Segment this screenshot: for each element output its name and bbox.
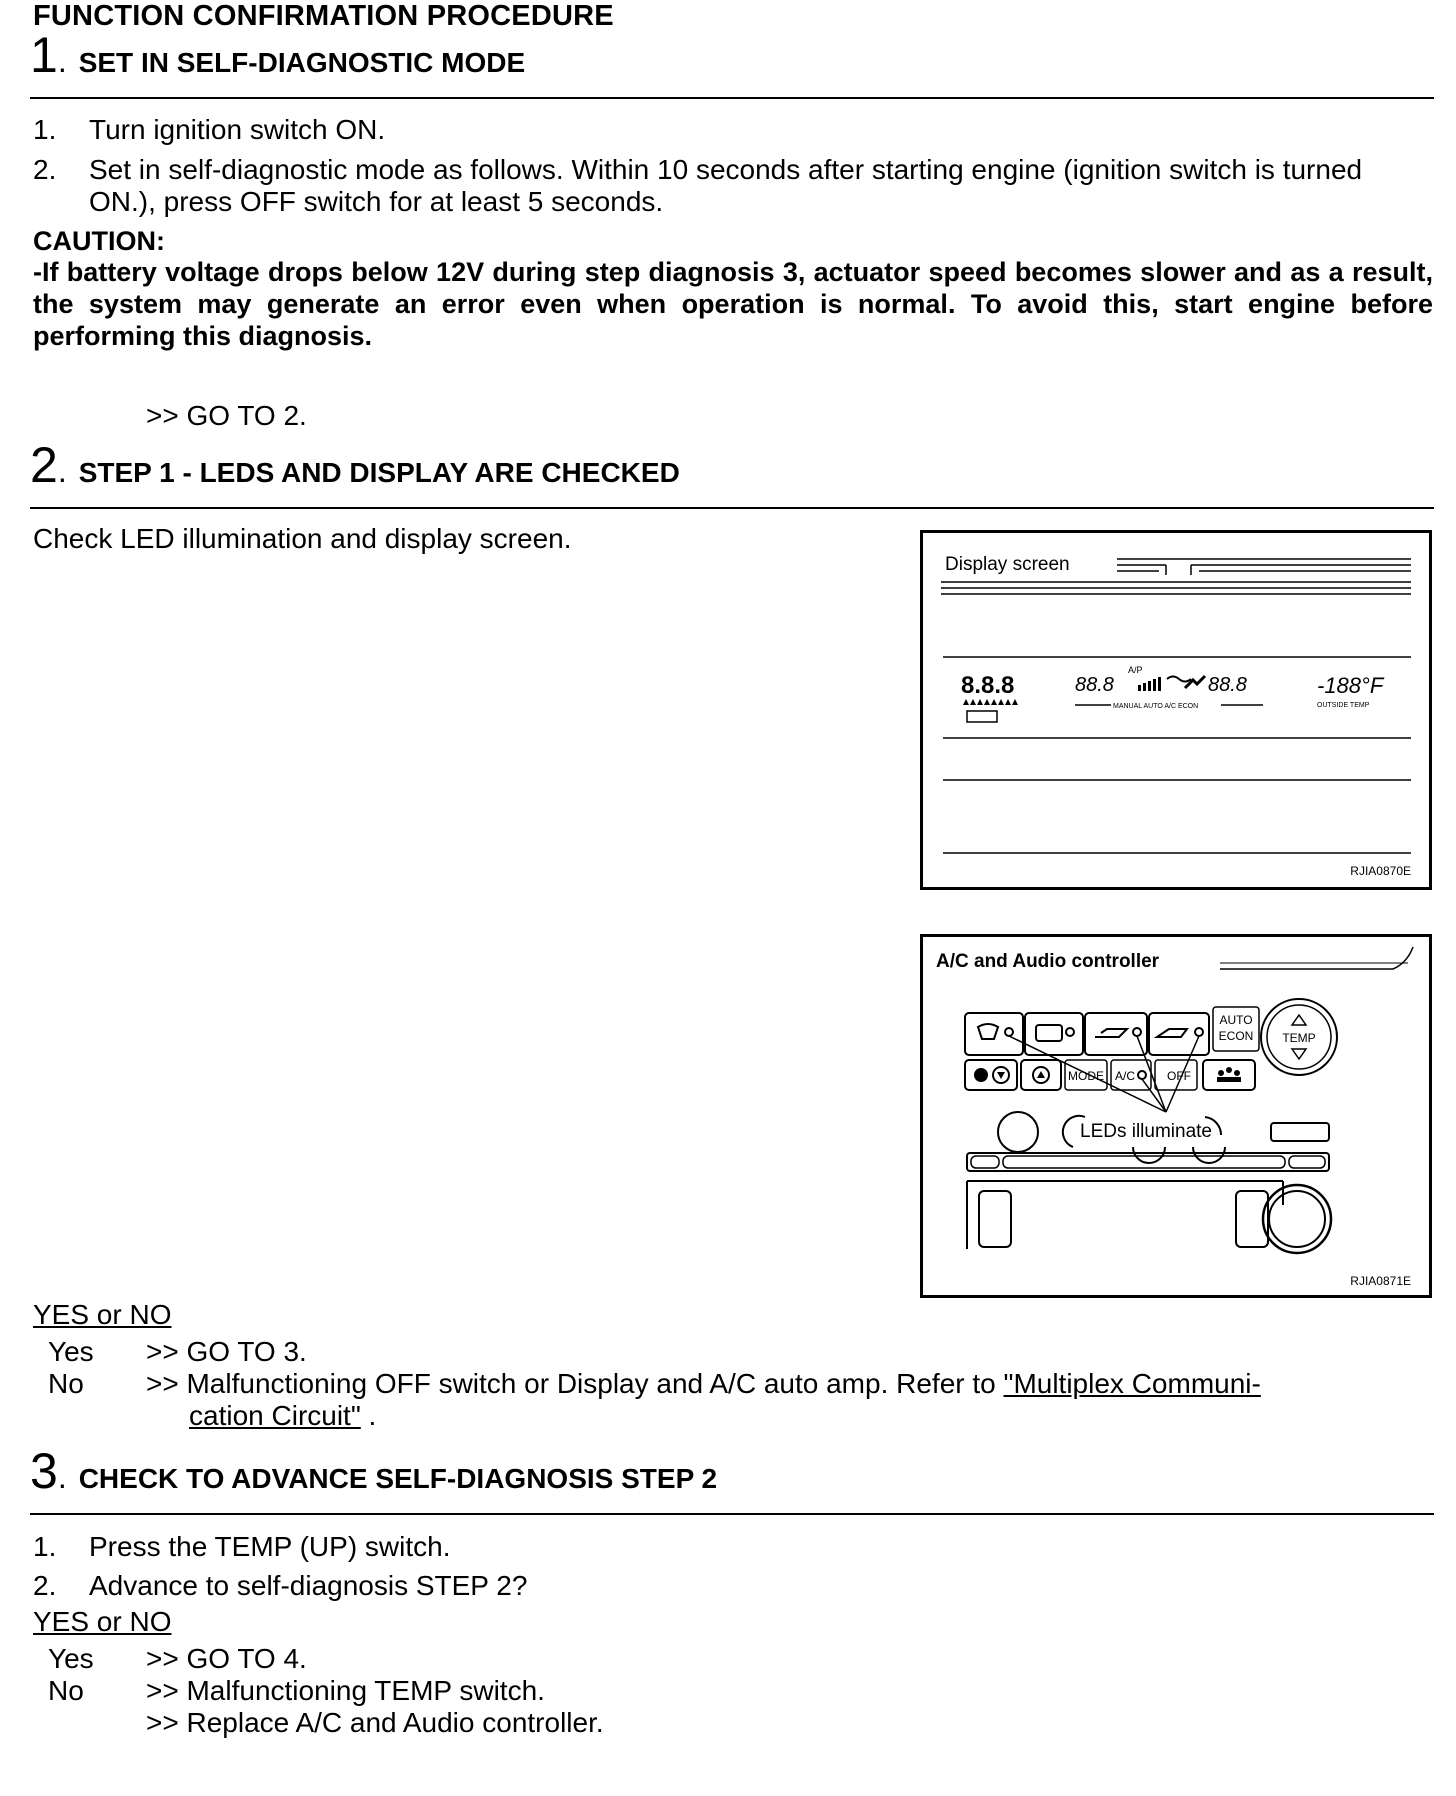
temp-label: TEMP bbox=[1282, 1031, 1316, 1045]
list-number: 2. bbox=[33, 1570, 57, 1601]
yes-label: Yes bbox=[48, 1643, 94, 1674]
front-defrost-button[interactable] bbox=[965, 1013, 1023, 1055]
multiplex-communication-link-cont[interactable]: cation Circuit" bbox=[189, 1400, 361, 1431]
recirculation-button[interactable] bbox=[1149, 1013, 1209, 1055]
controller-figure bbox=[920, 934, 1432, 1298]
indicator-box bbox=[967, 711, 997, 722]
fan-down-icon bbox=[997, 1072, 1005, 1079]
econ-label: ECON bbox=[1218, 1029, 1254, 1043]
step-number: 2 bbox=[30, 437, 58, 493]
fan-bars-icon bbox=[1138, 677, 1161, 691]
goto-step-2: >> GO TO 2. bbox=[146, 400, 307, 431]
leds-illuminate-label: LEDs illuminate bbox=[1080, 1121, 1212, 1142]
mode-label: MODE bbox=[1068, 1069, 1104, 1083]
figure-title: Display screen bbox=[945, 554, 1070, 575]
fresh-air-icon bbox=[1095, 1029, 1127, 1037]
off-label: OFF bbox=[1167, 1069, 1191, 1083]
display-digits-mid1: 88.8 bbox=[1075, 674, 1114, 696]
volume-knob[interactable] bbox=[1263, 1185, 1331, 1253]
outside-temp-value: -188°F bbox=[1317, 673, 1384, 698]
rear-defrost-icon bbox=[1036, 1025, 1062, 1041]
defrost-icon bbox=[1167, 677, 1191, 682]
list-item: Turn ignition switch ON. bbox=[89, 114, 386, 145]
no-action-continued: cation Circuit" . bbox=[189, 1400, 377, 1431]
temp-down-icon bbox=[1292, 1049, 1306, 1059]
list-number: 1. bbox=[33, 114, 57, 145]
caution-label: CAUTION: bbox=[33, 226, 165, 256]
no-action: >> Malfunctioning TEMP switch. bbox=[146, 1675, 545, 1706]
display-digits-left: 8.8.8 bbox=[961, 672, 1015, 699]
mode-labels: MANUAL AUTO A/C ECON bbox=[1113, 703, 1199, 710]
check-instruction: Check LED illumination and display screen. bbox=[33, 523, 572, 554]
figure-title: A/C and Audio controller bbox=[936, 951, 1160, 972]
page-title: FUNCTION CONFIRMATION PROCEDURE bbox=[33, 0, 614, 32]
eject-button[interactable] bbox=[1271, 1123, 1329, 1141]
fan-up-icon bbox=[1037, 1071, 1045, 1078]
display-screen-figure bbox=[920, 530, 1432, 890]
fan-icon bbox=[974, 1068, 988, 1082]
list-number: 1. bbox=[33, 1531, 57, 1562]
airflow-icon bbox=[1185, 676, 1205, 688]
triangle-indicators bbox=[963, 699, 1018, 705]
recirculation-icon bbox=[1157, 1029, 1187, 1037]
step-title: STEP 1 - LEDS AND DISPLAY ARE CHECKED bbox=[78, 457, 680, 488]
divider bbox=[30, 1513, 1434, 1515]
yes-action: >> GO TO 4. bbox=[146, 1643, 307, 1674]
figure-code: RJIA0870E bbox=[1350, 864, 1411, 878]
multiplex-communication-link[interactable]: "Multiplex Communi- bbox=[1003, 1368, 1261, 1399]
step-2-heading: 2 . STEP 1 - LEDS AND DISPLAY ARE CHECKED bbox=[30, 437, 680, 493]
divider bbox=[30, 507, 1434, 509]
list-number: 2. bbox=[33, 154, 57, 185]
divider bbox=[30, 97, 1434, 99]
outside-temp-label: OUTSIDE TEMP bbox=[1317, 702, 1370, 709]
rear-vent-button[interactable] bbox=[1203, 1060, 1255, 1090]
front-defrost-icon bbox=[978, 1024, 998, 1039]
yes-label: Yes bbox=[48, 1336, 94, 1367]
audio-knob[interactable] bbox=[998, 1112, 1038, 1152]
yes-action: >> GO TO 3. bbox=[146, 1336, 307, 1367]
no-label: No bbox=[48, 1675, 84, 1706]
step-3-heading: 3 . CHECK TO ADVANCE SELF-DIAGNOSIS STEP 2 bbox=[30, 1443, 718, 1499]
list-item: Advance to self-diagnosis STEP 2? bbox=[89, 1570, 528, 1601]
temp-up-icon bbox=[1292, 1015, 1306, 1025]
step-number: 1 bbox=[30, 27, 58, 83]
step-title: CHECK TO ADVANCE SELF-DIAGNOSIS STEP 2 bbox=[78, 1463, 718, 1494]
no-label: No bbox=[48, 1368, 84, 1399]
display-digits-mid2: 88.8 bbox=[1208, 674, 1247, 696]
rear-vent-icon bbox=[1217, 1067, 1241, 1082]
yes-or-no-heading: YES or NO bbox=[33, 1299, 172, 1330]
left-bezel-button[interactable] bbox=[979, 1191, 1011, 1247]
auto-label: AUTO bbox=[1219, 1013, 1253, 1027]
yes-or-no-heading: YES or NO bbox=[33, 1606, 172, 1637]
step-title: SET IN SELF-DIAGNOSTIC MODE bbox=[78, 47, 526, 78]
no-action: >> Malfunctioning OFF switch or Display and A/C auto amp. Refer to "Multiplex Communi- bbox=[146, 1368, 1261, 1399]
fresh-air-button[interactable] bbox=[1085, 1013, 1147, 1055]
step-number: 3 bbox=[30, 1443, 58, 1499]
list-item: Set in self-diagnostic mode as follows. Within 10 seconds after starting engine (ignition switch is turned ON.), press OFF switch for at least 5 seconds. bbox=[89, 154, 1363, 217]
ac-label: A/C bbox=[1114, 1069, 1136, 1083]
caution-text: -If battery voltage drops below 12V during step diagnosis 3, actuator speed becomes slower and as a result, the system may generate an error even when operation is normal. To avoid this, start engine before performing this diagnosis. bbox=[33, 257, 1433, 351]
list-item: Press the TEMP (UP) switch. bbox=[89, 1531, 451, 1562]
figure-code: RJIA0871E bbox=[1350, 1274, 1411, 1288]
no-action-2: >> Replace A/C and Audio controller. bbox=[146, 1707, 604, 1738]
step-1-heading: 1 . SET IN SELF-DIAGNOSTIC MODE bbox=[30, 27, 526, 83]
display-screen-diagram bbox=[923, 533, 1429, 887]
ap-label: A/P bbox=[1128, 665, 1143, 675]
controller-diagram bbox=[923, 937, 1429, 1295]
